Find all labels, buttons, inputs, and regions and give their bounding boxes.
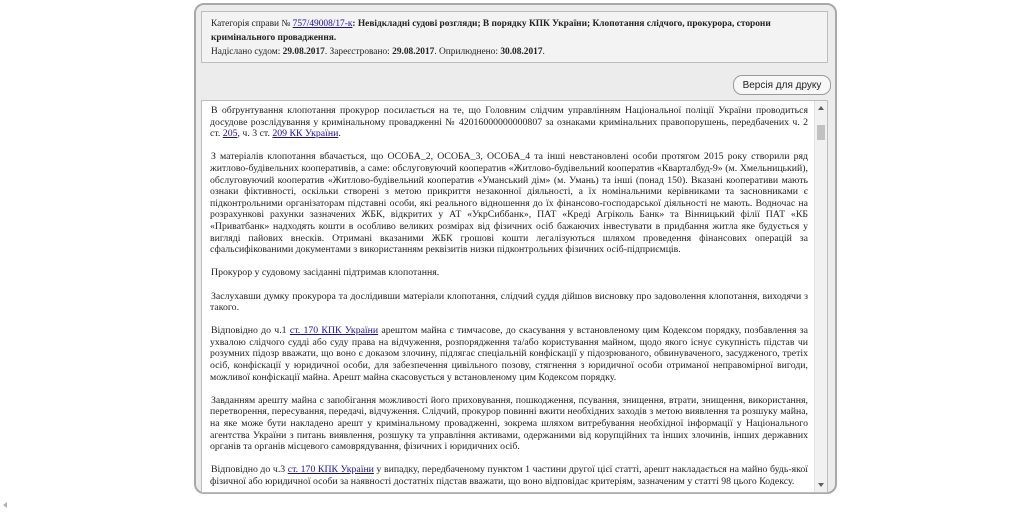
paragraph-2: З матеріалів клопотання вбачається, що ОСОБА_2, ОСОБА_3, ОСОБА_4 та інші невстановлені особи протягом 2015 року створили ряд житлово-будівельних кооперативів, а саме: обслуговуючий кооператив «Житлово-будівельний кооператив «Кварталбуд-9» (м. Хмельницький), обслуговуючий кооператив «Житлово-будівельний кооператив «Уманський дім» (м. Умань) та інші (понад 150). Вказані кооперативи мають ознаки фіктивності, оскільки створені з метою прикриття незаконної діяльності, а їх номінальними керівниками та засновниками є підконтрольними організаторам підставні особи, які реального відношення до їх фінансово-господарської діяльності не мають. Водночас на розрахункові рахунки зазначених ЖБК, відкритих у АТ «УкрСиббанк», ПАТ «Креді Агріколь Банк» та Вінницький філії ПАТ «КБ «Приватбанк» надходять кошти в особливо великих розмірах від фізичних осіб бажаючих інвестувати в придбання житла яке будується у вигляді пайових внесків. Отримані вказаними ЖБК грошові кошти легалізуються шляхом проведення фінансових операцій за сфальсифікованими документами з використанням реквізитів низки підконтрольних фізичних осіб-підприємців. bbox=[210, 151, 808, 256]
article-209-link[interactable]: 209 КК України bbox=[272, 128, 339, 140]
scroll-down-icon[interactable] bbox=[818, 483, 824, 487]
document-viewer[interactable] bbox=[201, 100, 828, 493]
paragraph-7-start: Відповідно до ч.3 bbox=[211, 464, 288, 476]
document-text bbox=[202, 101, 814, 492]
category-label: Категорія справи № bbox=[211, 19, 291, 29]
registered-label: Зареєстровано: bbox=[329, 47, 390, 57]
paragraph-1-text: В обґрунтування клопотання прокурор посилається на те, що Головним слідчим управлінням Національної поліції України проводиться досудове розслідування у кримінальному провадженні № 42016000000000807 за ознаками кримінальних правопорушень, передбачених ч. 2 ст. bbox=[210, 105, 808, 140]
published-date: 30.08.2017 bbox=[500, 47, 543, 57]
paragraph-3: Прокурор у судовому засіданні підтримав клопотання. bbox=[211, 267, 440, 279]
scrollbar-thumb[interactable] bbox=[817, 125, 825, 140]
document-scrollbar[interactable] bbox=[814, 101, 827, 492]
sent-label: Надіслано судом: bbox=[211, 47, 281, 57]
paragraph-7-text: у випадку, передбаченому пунктом 1 частини другої цієї статті, арешт накладається на майно будь-якої фізичної або юридичної особи за наявності достатніх підстав вважати, що воно відповідає критеріям, зазначеним у статті 98 цього Кодексу. bbox=[210, 464, 808, 487]
sent-date: 29.08.2017 bbox=[282, 47, 325, 57]
paragraph-6: Завданням арешту майна є запобігання можливості його приховування, пошкодження, псування, знищення, втрати, знищення, використання, перетворення, пересування, передачі, відчуження. Слідчий, прокурор повинні вжити необхідних заходів з метою виявлення та розшуку майна, на яке може бути накладено арешт у кримінальному провадженні, зокрема шляхом витребування необхідної інформації у Національного агентства України з питань виявлення, розшуку та управління активами, одержаними від корупційних та інших злочинів, інших державних органів та органів місцевого самоврядування, фізичних і юридичних осіб. bbox=[210, 394, 808, 453]
paragraph-1 bbox=[210, 105, 808, 140]
case-dates-line: Надіслано судом: 29.08.2017. Зареєстровано: 29.08.2017. Оприлюднено: 30.08.2017. bbox=[211, 47, 545, 57]
article-170-part3-link[interactable]: ст. 170 КПК України bbox=[287, 464, 374, 476]
registered-date: 29.08.2017 bbox=[392, 47, 435, 57]
paragraph-4: Заслухавши думку прокурора та дослідивши матеріали клопотання, слідчий суддя дійшов висновку про задоволення клопотання, виходячи з такого. bbox=[210, 290, 808, 314]
paragraph-5-start: Відповідно до ч.1 bbox=[211, 325, 290, 337]
case-number-link[interactable]: 757/49008/17-к bbox=[292, 19, 353, 29]
article-205-link[interactable]: 205 bbox=[222, 128, 238, 140]
article-170-link[interactable]: ст. 170 КПК України bbox=[289, 325, 379, 337]
published-label: Оприлюднено: bbox=[439, 47, 498, 57]
paragraph-5-text: арештом майна є тимчасове, до скасування у встановленому цим Кодексом порядку, позбавлення за ухвалою слідчого судді або суду права на відчуження, розпорядження та/або користування майном, щодо якого існує сукупність підстав чи розумних підозр вважати, що воно є доказом злочину, підлягає спеціальній конфіскації у підозрюваного, обвинуваченого, засудженого, третіх осіб, конфіскації у юридичної особи, для забезпечення цивільного позову, стягнення з юридичної особи отриманої неправомірної вигоди, можливої конфіскації майна. Арешт майна скасовується у встановленому цим Кодексом порядку. bbox=[210, 325, 808, 383]
paragraph-5 bbox=[210, 325, 808, 383]
paragraph-1-mid: , ч. 3 ст. bbox=[237, 128, 273, 140]
paragraph-7 bbox=[210, 464, 808, 487]
category-text: : Невідкладні судові розгляди; В порядку КПК України; Клопотання слідчого, прокурора, сторони кримінального провадження. bbox=[211, 19, 771, 43]
print-version-button[interactable]: Версія для друку bbox=[733, 75, 831, 95]
case-meta-panel bbox=[201, 11, 828, 63]
page-scroll-left-icon[interactable] bbox=[3, 502, 7, 508]
paragraph-1-end: . bbox=[338, 128, 341, 140]
document-frame bbox=[194, 3, 837, 494]
case-category-line bbox=[211, 17, 818, 45]
scroll-up-icon[interactable] bbox=[818, 106, 824, 110]
